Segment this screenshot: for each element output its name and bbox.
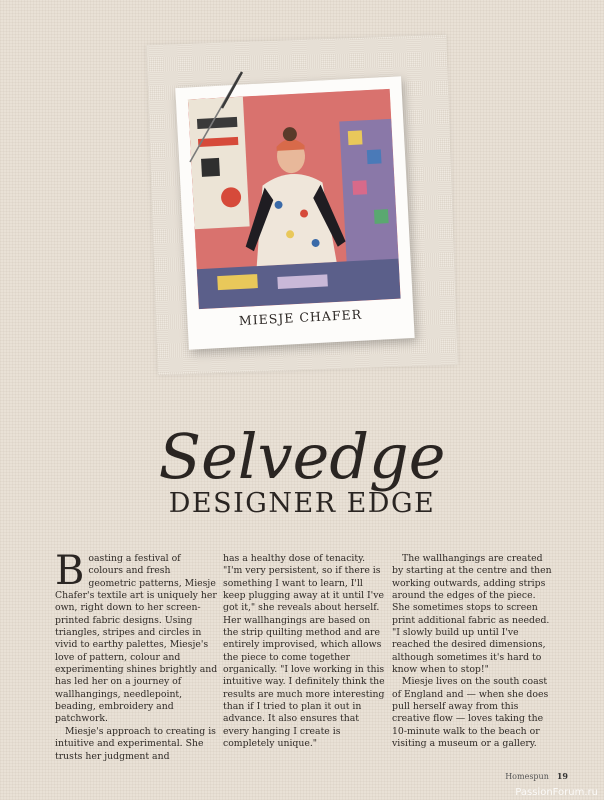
- magazine-name: Homespun: [505, 772, 549, 781]
- article-column-3: [392, 553, 555, 751]
- drop-cap: B: [55, 548, 85, 594]
- article-paragraph: The wallhangings are created by starting at the centre and then working outwards, adding strips around the edges of the piece. She sometimes stops to screen print additional fabric as needed. "I slowly build up until I've reached the desired dimensions, although sometimes it's hard to know when to stop!": [392, 553, 552, 676]
- article-paragraph: Miesje lives on the south coast of England and — when she does pull herself away from this creative flow — loves taking the 10-minute walk to the beach or visiting a museum or a gallery.: [392, 676, 549, 750]
- article-paragraph: Miesje's approach to creating is intuitive and experimental. She trusts her judgment and: [55, 725, 216, 762]
- photo-caption: MIESJE CHAFER: [238, 306, 363, 329]
- paragraph-text: oasting a festival of colours and fresh geometric patterns, Miesje Chafer's textile art is uniquely her own, right down to her screen-printed fabric designs. Using triangles, stripes and circles in vivid to earthy palettes, Miesje's love of pattern, colour and experimenting shines brightly and has led her on a journey of wallhangings, needlepoint, beading, embroidery and patchwork.: [55, 553, 218, 725]
- page-footer: [505, 771, 568, 781]
- watermark: PassionForum.ru: [515, 787, 598, 798]
- article-column-2: [223, 553, 386, 751]
- article-paragraph: [55, 548, 218, 726]
- script-title-graphic: [0, 400, 604, 500]
- pin-icon: [186, 70, 256, 170]
- page-number: 19: [556, 771, 568, 781]
- script-title-text: Selvedge: [158, 420, 446, 493]
- article-column-1: [55, 548, 218, 763]
- article-paragraph: has a healthy dose of tenacity. "I'm very persistent, so if there is something I want to learn, I'll keep plugging away at it until I've got it," she reveals about herself. Her wallhangings are based on the strip quilting method and are entirely improvised, which allows the piece to come together organically. "I love working in this intuitive way. I definitely think the results are much more interesting than if I tried to plan it out in advance. It also ensures that every hanging I create is completely unique.": [223, 553, 385, 750]
- article-subtitle: DESIGNER EDGE: [168, 488, 436, 519]
